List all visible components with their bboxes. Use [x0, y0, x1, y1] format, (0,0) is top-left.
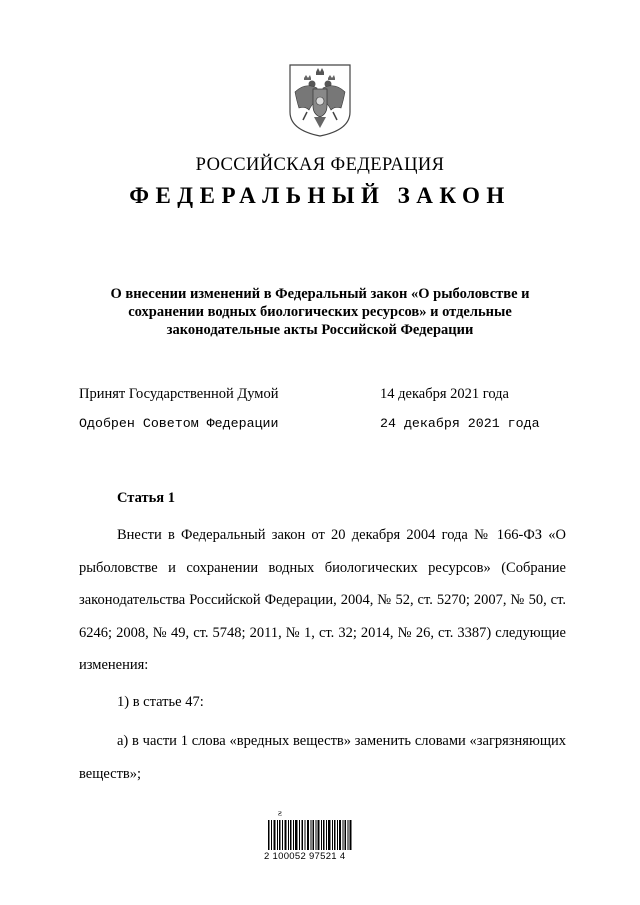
barcode-number: 2 100052 97521 4 [264, 851, 346, 862]
subject-line-3: законодательные акты Российской Федерации [166, 322, 474, 338]
document-type-title: ФЕДЕРАЛЬНЫЙ ЗАКОН [129, 183, 511, 208]
article-item-1: 1) в статье 47: [117, 694, 204, 710]
subject-line-2: сохранении водных биологических ресурсов» и отдельные [128, 304, 512, 320]
council-approval-date: 24 декабря 2021 года [380, 416, 540, 431]
svg-text:Ƨ: Ƨ [278, 810, 282, 818]
country-name: РОССИЙСКАЯ ФЕДЕРАЦИЯ [195, 155, 445, 175]
article-title: Статья 1 [117, 490, 175, 506]
duma-adoption-label: Принят Государственной Думой [79, 386, 279, 402]
coat-of-arms-emblem [287, 62, 353, 138]
article-item-1a: а) в части 1 слова «вредных веществ» заменить словами «загрязняющих веществ»; [79, 733, 566, 782]
law-subject-title [95, 285, 545, 339]
article-intro-paragraph: Внести в Федеральный закон от 20 декабря 2004 года № 166-ФЗ «О рыболовстве и сохранении водных биологических ресурсов» (Собрание законодательства Российской Федерации, 2004, № 52, ст. 5270; 2007, № 50, ст. 6246; 2008, № 49, ст. 5748; 2011, № 1, ст. 32; 2014, № 26, ст. 3387) следующие изменения: [79, 527, 566, 673]
council-approval-label: Одобрен Советом Федерации [79, 416, 279, 431]
duma-adoption-date: 14 декабря 2021 года [380, 386, 509, 402]
subject-line-1: О внесении изменений в Федеральный закон «О рыболовстве и [110, 286, 530, 302]
